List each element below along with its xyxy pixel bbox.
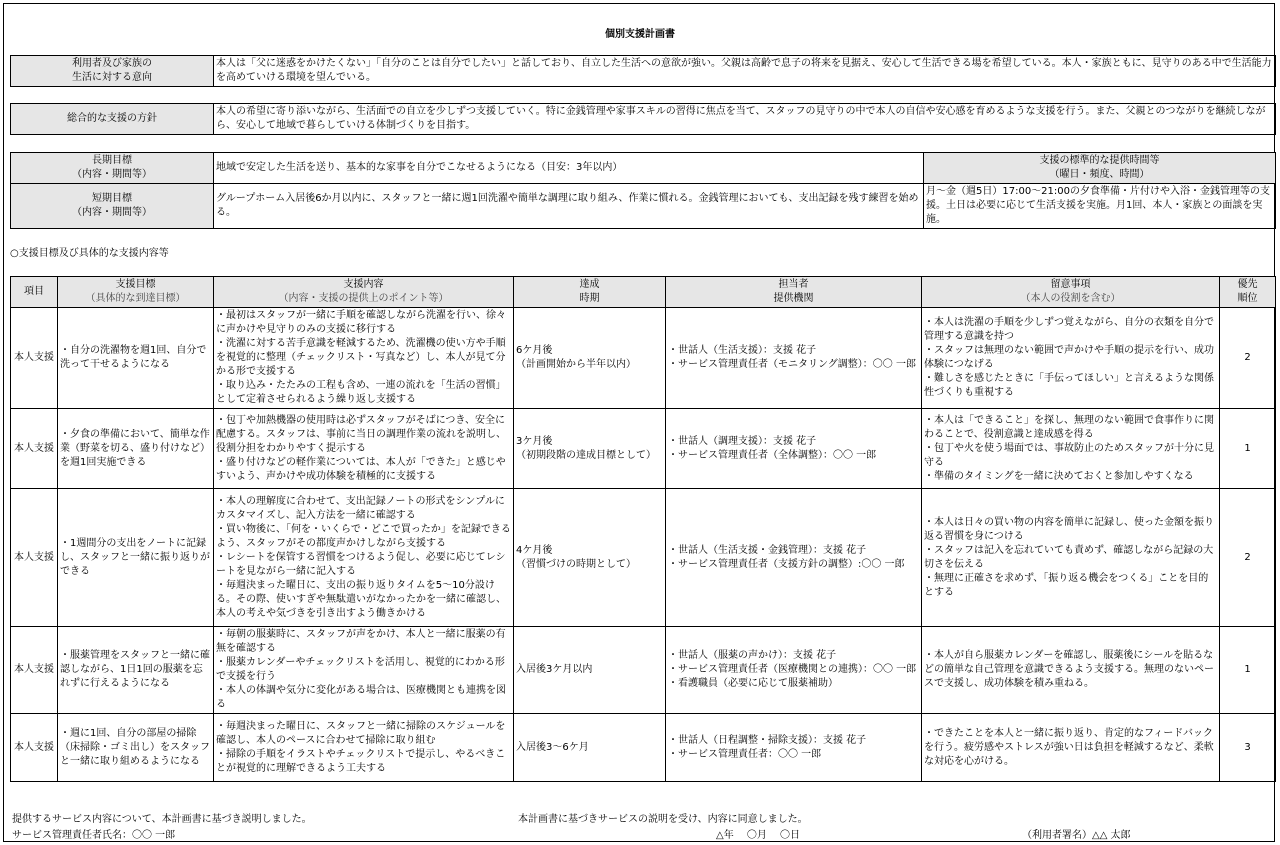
row-content: ・最初はスタッフが一緒に手順を確認しながら洗濯を行い、徐々に声かけや見守りのみの支援に移行する ・洗濯に対する苦手意識を軽減するため、洗濯機の使い方や手順を視覚的に整理（チェックリスト・写真など）し、本人が見て分かる形で支援する ・取り込み・たたみの工程も含め、一連の流れを「生活の習慣」として定着させられるよう繰り返し支援する — [214, 308, 514, 409]
short-goal-label — [11, 184, 214, 229]
row-goal: ・夕食の準備において、簡単な作業（野菜を切る、盛り付けなど）を週1回実施できる — [58, 409, 214, 489]
row-content: ・毎朝の服薬時に、スタッフが声をかけ、本人と一緒に服薬の有無を確認する ・服薬カレンダーやチェックリストを活用し、視覚的にわかる形で支援を行う ・本人の体調や気分に変化がある場合は、医療機関とも連携を図る — [214, 627, 514, 714]
row-period: 入居後3～6ケ月 — [514, 714, 666, 782]
row-content: ・本人の理解度に合わせて、支出記録ノートの形式をシンプルにカスタマイズし、記入方法を一緒に確認する ・買い物後に、「何を・いくらで・どこで買ったか」を記録できるよう、スタッフがその都度声かけしながら支援する ・レシートを保管する習慣をつけるよう促し、必要に応じてレシートを見ながら一緒に記入する ・毎週決まった曜日に、支出の振り返りタイムを5～10分設ける。その際、使いすぎや無駄遣いがなかったかを一緒に確認し、本人の考えや気づきを引き出すよう働きかける — [214, 489, 514, 627]
header-notes — [922, 277, 1220, 308]
row-priority: 1 — [1220, 409, 1276, 489]
row-goal: ・1週間分の支出をノートに記録し、スタッフと一緒に振り返りができる — [58, 489, 214, 627]
row-period: 3ケ月後 （初期段階の達成目標として） — [514, 409, 666, 489]
row-staff: ・世話人（生活支援）：支援 花子 ・サービス管理責任者（モニタリング調整）：〇〇 一郎 — [666, 308, 922, 409]
short-goal-label-line1: 短期目標 — [92, 193, 132, 204]
row-priority: 3 — [1220, 714, 1276, 782]
header-period — [514, 277, 666, 308]
short-goal-label-line2: （内容・期間等） — [72, 207, 152, 218]
row-item: 本人支援 — [11, 627, 58, 714]
policy-table — [10, 103, 1276, 135]
row-notes: ・本人は日々の買い物の内容を簡単に記録し、使った金額を振り返る習慣を身につける ・スタッフは記入を忘れていても責めず、確認しながら記録の大切さを伝える ・無理に正確さを求めず、「振り返る機会をつくる」ことを目的とする — [922, 489, 1220, 627]
row-goal: ・服薬管理をスタッフと一緒に確認しながら、1日1回の服薬を忘れずに行えるようになる — [58, 627, 214, 714]
footer-consent: 本計画書に基づきサービスの説明を受け、内容に同意しました。 — [518, 814, 808, 825]
document-title: 個別支援計画書 — [605, 29, 675, 40]
table-row — [11, 489, 1276, 627]
long-goal-label-line2: （内容・期間等） — [72, 169, 152, 180]
row-notes: ・本人は「できること」を探し、無理のない範囲で食事作りに関わることで、役割意識と達成感を得る ・包丁や火を使う場面では、事故防止のためスタッフが十分に見守る ・準備のタイミングを一緒に決めておくと参加しやすくなる — [922, 409, 1220, 489]
header-item: 項目 — [11, 277, 58, 308]
time-label-line1: 支援の標準的な提供時間等 — [1039, 155, 1160, 166]
header-goal-line1: 支援目標 — [115, 279, 156, 290]
row-notes: ・本人が自ら服薬カレンダーを確認し、服薬後にシールを貼るなどの簡単な自己管理を意識できるよう支援する。無理のないペースで支援し、成功体験を積み重ねる。 — [922, 627, 1220, 714]
intent-label-line1: 利用者及び家族の — [72, 58, 152, 69]
header-staff-line1: 担当者 — [778, 279, 809, 290]
row-content: ・毎週決まった曜日に、スタッフと一緒に掃除のスケジュールを確認し、本人のペースに合わせて掃除に取り組む ・掃除の手順をイラストやチェックリストで提示し、やるべきことが視覚的に理解できるよう工夫する — [214, 714, 514, 782]
section-heading: ○支援目標及び具体的な支援内容等 — [10, 248, 169, 259]
intent-table — [10, 55, 1276, 87]
row-staff: ・世話人（調理支援）：支援 花子 ・サービス管理責任者（全体調整）：〇〇 一郎 — [666, 409, 922, 489]
row-item: 本人支援 — [11, 308, 58, 409]
row-priority: 2 — [1220, 308, 1276, 409]
row-goal: ・自分の洗濯物を週1回、自分で洗って干せるようになる — [58, 308, 214, 409]
table-header-row — [11, 277, 1276, 308]
intent-label-line2: 生活に対する意向 — [72, 72, 152, 83]
row-item: 本人支援 — [11, 489, 58, 627]
header-staff — [666, 277, 922, 308]
intent-text: 本人は「父に迷惑をかけたくない」「自分のことは自分でしたい」と話しており、自立した生活への意欲が強い。父親は高齢で息子の将来を見据え、安心して生活できる場を希望している。本人・家族ともに、見守りのある中で生活能力を高めていける環境を望んでいる。 — [214, 56, 1276, 87]
footer-explain: 提供するサービス内容について、本計画書に基づき説明しました。 — [12, 814, 312, 825]
header-goal-line2: （具体的な到達目標） — [85, 293, 186, 304]
long-goal-text: 地域で安定した生活を送り、基本的な家事を自分でこなせるようになる（目安：3年以内） — [214, 153, 924, 184]
header-staff-line2: 提供機関 — [773, 293, 814, 304]
time-text: 月～金（週5日）17:00～21:00の夕食準備・片付けや入浴・金銭管理等の支援。土日は必要に応じて生活支援を実施。月1回、本人・家族との面談を実施。 — [924, 184, 1276, 229]
footer-manager: サービス管理責任者氏名：〇〇 一郎 — [12, 830, 176, 841]
time-label — [924, 153, 1276, 184]
footer-signature: （利用者署名）△△ 太郎 — [1022, 830, 1131, 841]
row-goal: ・週に1回、自分の部屋の掃除（床掃除・ゴミ出し）をスタッフと一緒に取り組めるようになる — [58, 714, 214, 782]
row-period: 6ケ月後 （計画開始から半年以内） — [514, 308, 666, 409]
row-staff: ・世話人（日程調整・掃除支援）：支援 花子 ・サービス管理責任者：〇〇 一郎 — [666, 714, 922, 782]
header-priority-line1: 優先 — [1237, 279, 1258, 290]
policy-label: 総合的な支援の方針 — [11, 104, 214, 135]
time-label-line2: （曜日・頻度、時間） — [1049, 169, 1150, 180]
footer-date: △年 〇月 〇日 — [716, 830, 801, 841]
short-goal-text: グループホーム入居後6か月以内に、スタッフと一緒に週1回洗濯や簡単な調理に取り組み、作業に慣れる。金銭管理においても、支出記録を残す練習を始める。 — [214, 184, 924, 229]
row-item: 本人支援 — [11, 714, 58, 782]
table-row — [11, 627, 1276, 714]
header-notes-line1: 留意事項 — [1050, 279, 1091, 290]
table-row — [11, 714, 1276, 782]
row-priority: 1 — [1220, 627, 1276, 714]
row-period: 入居後3ケ月以内 — [514, 627, 666, 714]
header-goal — [58, 277, 214, 308]
header-notes-line2: （本人の役割を含む） — [1020, 293, 1121, 304]
policy-text: 本人の希望に寄り添いながら、生活面での自立を少しずつ支援していく。特に金銭管理や家事スキルの習得に焦点を当て、スタッフの見守りの中で本人の自信や安心感を育めるような支援を行う。また、父親とのつながりを継続しながら、安心して地域で暮らしていける体制づくりを目指す。 — [214, 104, 1276, 135]
row-priority: 2 — [1220, 489, 1276, 627]
table-row — [11, 409, 1276, 489]
row-notes: ・できたことを本人と一緒に振り返り、肯定的なフィードバックを行う。疲労感やストレスが強い日は負担を軽減するなど、柔軟な対応を心がける。 — [922, 714, 1220, 782]
row-staff: ・世話人（生活支援・金銭管理）：支援 花子 ・サービス管理責任者（支援方針の調整）:〇〇 一郎 — [666, 489, 922, 627]
row-content: ・包丁や加熱機器の使用時は必ずスタッフがそばにつき、安全に配慮する。スタッフは、事前に当日の調理作業の流れを説明し、役割分担をわかりやすく提示する ・盛り付けなどの軽作業については、本人が「できた」と感じやすいよう、声かけや成功体験を積極的に支援する — [214, 409, 514, 489]
header-content-line1: 支援内容 — [343, 279, 384, 290]
support-table — [10, 276, 1276, 782]
intent-label — [11, 56, 214, 87]
header-content-line2: （内容・支援の提供上のポイント等） — [278, 293, 449, 304]
row-notes: ・本人は洗濯の手順を少しずつ覚えながら、自分の衣類を自分で管理する意識を持つ ・スタッフは無理のない範囲で声かけや手順の提示を行い、成功体験につなげる ・難しさを感じたときに「手伝ってほしい」と言えるような関係性づくりも重視する — [922, 308, 1220, 409]
long-goal-label — [11, 153, 214, 184]
header-priority-line2: 順位 — [1237, 293, 1258, 304]
row-staff: ・世話人（服薬の声かけ）：支援 花子 ・サービス管理責任者（医療機関との連携）：〇〇 一郎 ・看護職員（必要に応じて服薬補助） — [666, 627, 922, 714]
header-period-line2: 時期 — [579, 293, 600, 304]
table-row — [11, 308, 1276, 409]
row-item: 本人支援 — [11, 409, 58, 489]
row-period: 4ケ月後 （習慣づけの時期として） — [514, 489, 666, 627]
header-content — [214, 277, 514, 308]
header-priority — [1220, 277, 1276, 308]
header-period-line1: 達成 — [579, 279, 600, 290]
long-goal-label-line1: 長期目標 — [92, 155, 132, 166]
goals-table — [10, 152, 1276, 229]
